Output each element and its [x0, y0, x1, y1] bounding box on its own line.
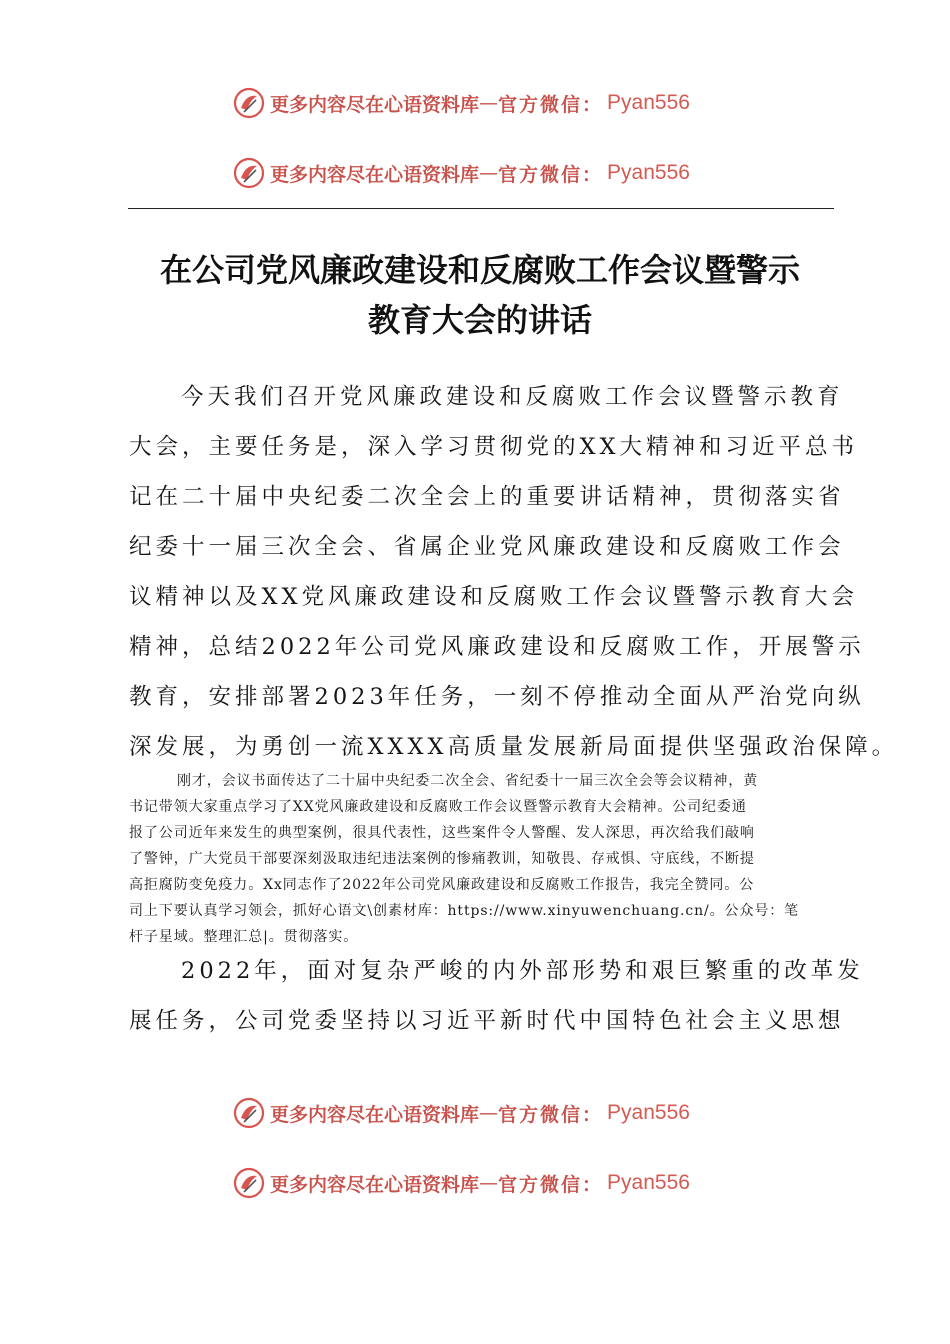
paragraph-line: 精神，总结2022年公司党风廉政建设和反腐败工作，开展警示: [129, 634, 865, 660]
paragraph-line: 议精神以及XX党风廉政建设和反腐败工作会议暨警示教育大会: [129, 584, 859, 610]
paragraph-line: 书记带领大家重点学习了XX党风廉政建设和反腐败工作会议暨警示教育大会精神。公司纪委通: [129, 799, 747, 815]
watermark-wechat-id: Pyan556: [607, 1101, 690, 1124]
paragraph-2: [129, 768, 835, 950]
watermark-banner-top-2: [232, 155, 690, 191]
paragraph-1: [129, 372, 899, 772]
watermark-brand-text: 更多内容尽在心语资料库: [270, 163, 480, 186]
paragraph-line: 报了公司近年来发生的典型案例，很具代表性，这些案件令人警醒、发人深思，再次给我们敲响: [129, 825, 755, 841]
paragraph-line: 司上下要认真学习领会，抓好心语文\创素材库：https://www.xinyuwenchuang.cn/。公众号：笔: [129, 903, 800, 919]
paragraph-line: 教育，安排部署2023年任务，一刻不停推动全面从严治党向纵: [129, 684, 865, 710]
watermark-dash: —: [479, 162, 499, 184]
watermark-wechat-label: 官方微信：: [498, 163, 604, 186]
paragraph-line: 深发展，为勇创一流XXXX高质量发展新局面提供坚强政治保障。: [129, 734, 899, 760]
brand-logo-icon: [232, 1166, 266, 1200]
paragraph-line: 2022年，面对复杂严峻的内外部形势和艰巨繁重的改革发: [181, 958, 864, 984]
watermark-banner-top-1: [232, 85, 690, 121]
paragraph-line: 今天我们召开党风廉政建设和反腐败工作会议暨警示教育: [181, 384, 844, 410]
watermark-banner-bottom-1: [232, 1095, 690, 1131]
watermark-brand-text: 更多内容尽在心语资料库: [270, 1103, 480, 1126]
brand-logo-icon: [232, 156, 266, 190]
header-divider: [128, 208, 834, 209]
watermark-wechat-label: 官方微信：: [498, 93, 604, 116]
paragraph-line: 了警钟，广大党员干部要深刻汲取违纪违法案例的惨痛教训，知敬畏、存戒惧、守底线，不断提: [129, 851, 755, 867]
watermark-dash: —: [479, 1102, 499, 1124]
paragraph-line: 高拒腐防变免疫力。Xx同志作了2022年公司党风廉政建设和反腐败工作报告，我完全赞同。公: [129, 877, 755, 893]
watermark-brand-text: 更多内容尽在心语资料库: [270, 1173, 480, 1196]
document-title-line-1: 在公司党风廉政建设和反腐败工作会议暨警示: [159, 251, 800, 289]
document-title-line-2: 教育大会的讲话: [367, 301, 592, 339]
watermark-wechat-id: Pyan556: [607, 91, 690, 114]
paragraph-line: 纪委十一届三次全会、省属企业党风廉政建设和反腐败工作会: [129, 534, 845, 560]
watermark-wechat-label: 官方微信：: [498, 1173, 604, 1196]
paragraph-line: 大会，主要任务是，深入学习贯彻党的XX大精神和习近平总书: [129, 434, 859, 460]
paragraph-line: 记在二十届中央纪委二次全会上的重要讲话精神，贯彻落实省: [129, 484, 845, 510]
watermark-dash: —: [479, 92, 499, 114]
paragraph-line: 杆子星域。整理汇总|。贯彻落实。: [129, 929, 359, 945]
brand-logo-icon: [232, 1096, 266, 1130]
watermark-wechat-id: Pyan556: [607, 1171, 690, 1194]
watermark-wechat-label: 官方微信：: [498, 1103, 604, 1126]
watermark-wechat-id: Pyan556: [607, 161, 690, 184]
watermark-brand-text: 更多内容尽在心语资料库: [270, 93, 480, 116]
brand-logo-icon: [232, 86, 266, 120]
watermark-dash: —: [479, 1172, 499, 1194]
paragraph-line: 展任务，公司党委坚持以习近平新时代中国特色社会主义思想: [129, 1008, 845, 1034]
paragraph-3: [129, 946, 864, 1046]
watermark-banner-bottom-2: [232, 1165, 690, 1201]
paragraph-line: 刚才，会议书面传达了二十届中央纪委二次全会、省纪委十一届三次全会等会议精神，黄: [177, 773, 759, 789]
